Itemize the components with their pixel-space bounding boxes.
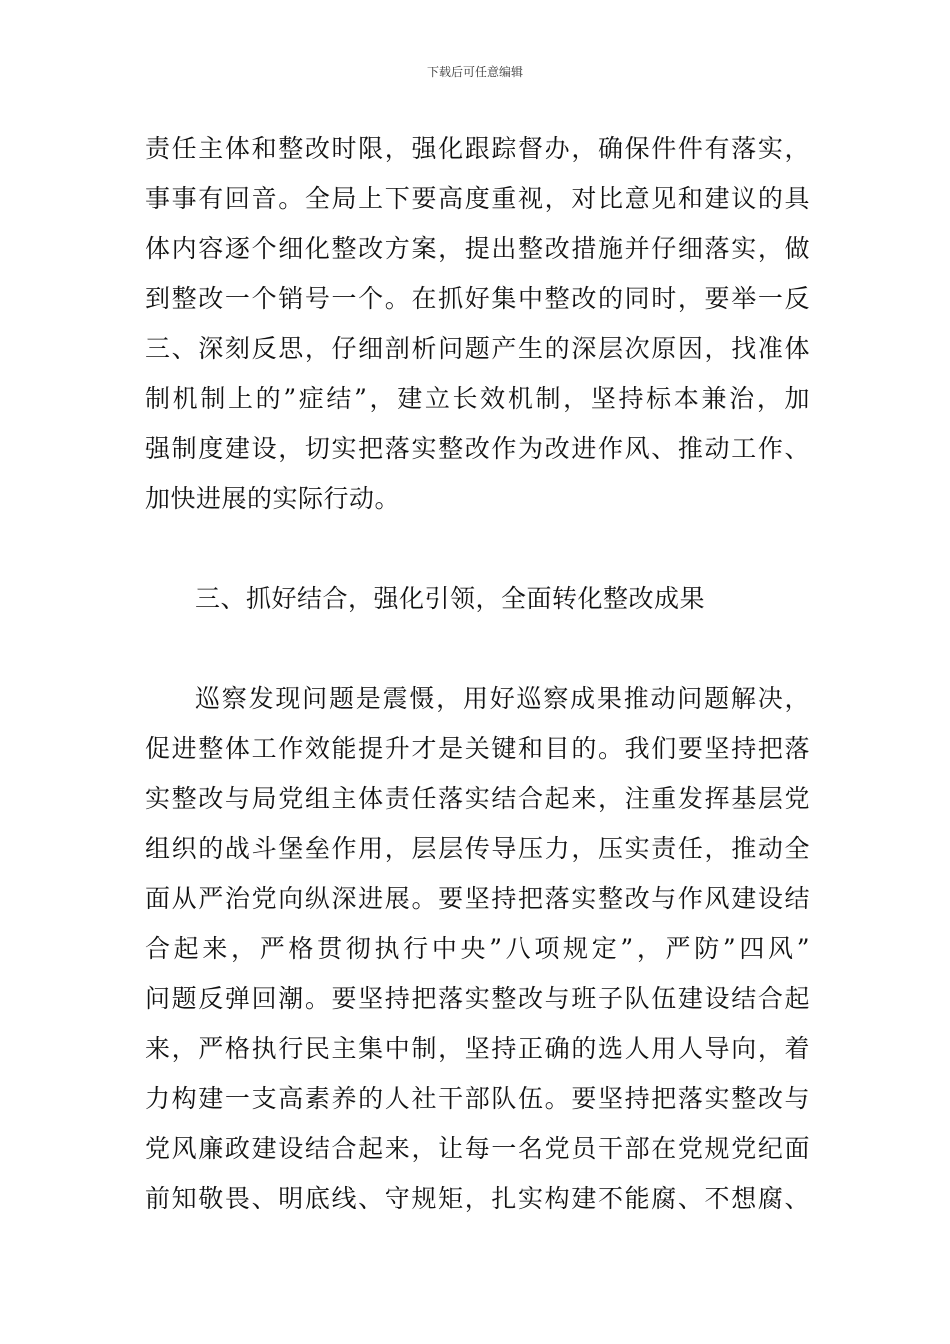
text-line: 来，严格执行民主集中制，坚持正确的选人用人导向，着 [145,1034,810,1063]
text-line: 加快进展的实际行动。 [145,484,401,513]
section-heading-text: 三、抓好结合，强化引领，全面转化整改成果 [195,584,706,613]
text-line: 巡察发现问题是震慑，用好巡察成果推动问题解决， [195,684,810,713]
text-line: 体内容逐个细化整改方案，提出整改措施并仔细落实，做 [145,234,810,263]
text-line: 力构建一支高素养的人社干部队伍。要坚持把落实整改与 [145,1084,810,1113]
text-line: 到整改一个销号一个。在抓好集中整改的同时，要举一反 [145,284,810,313]
text-line: 前知敬畏、明底线、守规矩，扎实构建不能腐、不想腐、 [145,1184,810,1213]
text-line: 组织的战斗堡垒作用，层层传导压力，压实责任，推动全 [145,834,810,863]
text-line: 三、深刻反思，仔细剖析问题产生的深层次原因，找准体 [145,334,810,363]
document-body [145,124,810,1224]
text-line: 事事有回音。全局上下要高度重视，对比意见和建议的具 [145,184,810,213]
text-line: 制机制上的”症结”，建立长效机制，坚持标本兼治，加 [145,384,810,413]
page-header: 下载后可任意编辑 [426,65,523,79]
paragraph-gap [145,524,810,574]
text-line: 实整改与局党组主体责任落实结合起来，注重发挥基层党 [145,784,810,813]
text-line: 促进整体工作效能提升才是关键和目的。我们要坚持把落 [145,734,810,763]
paragraph-combination [145,674,810,1224]
text-line: 面从严治党向纵深进展。要坚持把落实整改与作风建设结 [145,884,810,913]
text-line: 问题反弹回潮。要坚持把落实整改与班子队伍建设结合起 [145,984,810,1013]
paragraph-gap [145,624,810,674]
section-heading [145,574,810,624]
text-line: 强制度建设，切实把落实整改作为改进作风、推动工作、 [145,434,810,463]
text-line: 合起来，严格贯彻执行中央”八项规定”，严防”四风” [145,934,810,963]
text-line: 责任主体和整改时限，强化跟踪督办，确保件件有落实， [145,134,810,163]
text-line: 党风廉政建设结合起来，让每一名党员干部在党规党纪面 [145,1134,810,1163]
paragraph-rectification-detail [145,124,810,524]
